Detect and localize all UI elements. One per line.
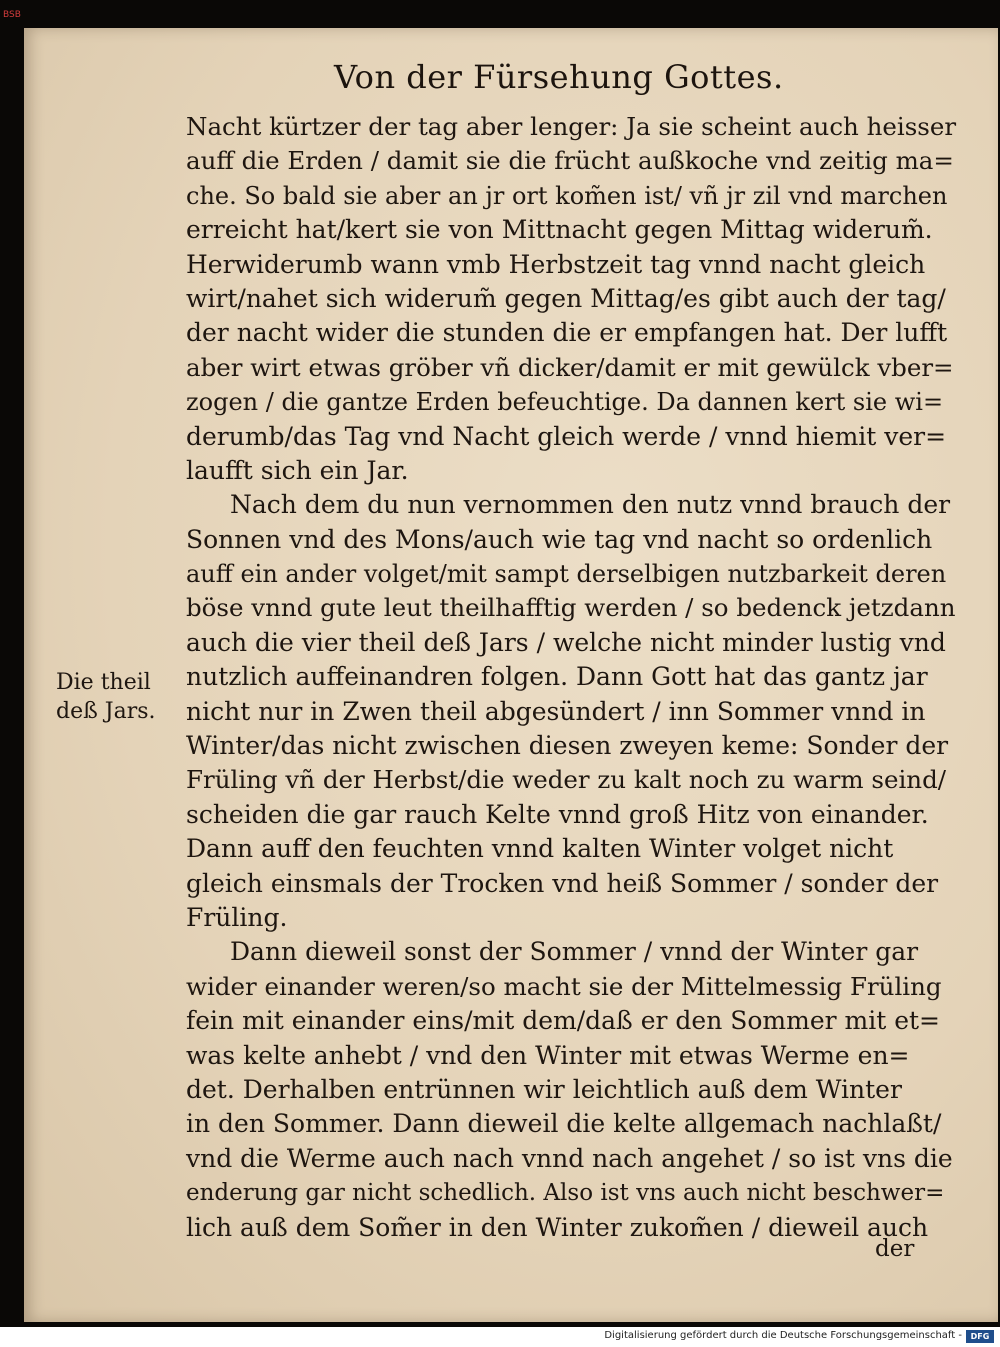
text-line: auch die vier theil deß Jars / welche nicht minder lustig vnd <box>186 627 946 657</box>
margin-note-line: Die theil <box>56 670 151 695</box>
text-line: Früling. <box>186 902 288 932</box>
text-line: aber wirt etwas gröber vñ dicker/damit er mit gewülck vber= <box>186 352 954 382</box>
text-line: nutzlich auffeinandren folgen. Dann Gott hat das gantz jar <box>186 662 928 692</box>
text-line: auff ein ander volget/mit sampt derselbigen nutzbarkeit deren <box>186 560 947 589</box>
text-line: Nach dem du nun vernommen den nutz vnnd brauch der <box>230 490 951 520</box>
text-line: laufft sich ein Jar. <box>186 455 409 485</box>
margin-note <box>56 668 156 726</box>
running-head: Von der Fürsehung Gottes. <box>334 58 784 96</box>
book-page <box>24 28 998 1322</box>
text-line: nicht nur in Zwen theil abgesündert / inn Sommer vnnd in <box>186 696 926 726</box>
text-line: wider einander weren/so macht sie der Mittelmessig Früling <box>186 971 942 1001</box>
text-line: Sonnen vnd des Mons/auch wie tag vnd nacht so ordenlich <box>186 524 933 554</box>
text-line: auff die Erden / damit sie die frücht außkoche vnd zeitig ma= <box>186 146 954 176</box>
text-line: Winter/das nicht zwischen diesen zweyen keme: Sonder der <box>186 731 949 761</box>
text-line: che. So bald sie aber an jr ort kom̃en ist/ vñ jr zil vnd marchen <box>186 181 948 210</box>
text-line: det. Derhalben entrünnen wir leichtlich auß dem Winter <box>186 1074 902 1104</box>
text-line: gleich einsmals der Trocken vnd heiß Sommer / sonder der <box>186 868 939 898</box>
text-line: der nacht wider die stunden die er empfangen hat. Der lufft <box>186 318 948 348</box>
text-line: fein mit einander eins/mit dem/daß er den Sommer mit et= <box>186 1006 941 1036</box>
text-line: scheiden die gar rauch Kelte vnnd groß Hitz von einander. <box>186 799 929 829</box>
text-line: vnd die Werme auch nach vnnd nach angehet / so ist vns die <box>186 1143 953 1173</box>
text-line: derumb/das Tag vnd Nacht gleich werde / vnnd hiemit ver= <box>186 421 947 451</box>
text-line: Dann dieweil sonst der Sommer / vnnd der Winter gar <box>230 937 919 967</box>
catchword: der <box>875 1236 915 1262</box>
text-line: was kelte anhebt / vnd den Winter mit etwas Werme en= <box>186 1040 910 1070</box>
text-line: lich auß dem Som̃er in den Winter zukom̃en / dieweil auch <box>186 1212 929 1242</box>
text-line: Früling vñ der Herbst/die weder zu kalt noch zu warm seind/ <box>186 765 947 795</box>
text-line: enderung gar nicht schedlich. Also ist vns auch nicht beschwer= <box>186 1180 945 1207</box>
text-line: wirt/nahet sich widerum̃ gegen Mittag/es gibt auch der tag/ <box>186 283 946 313</box>
footer-bar <box>0 1327 1000 1347</box>
funding-notice: Digitalisierung gefördert durch die Deutsche Forschungsgemeinschaft - <box>604 1330 962 1341</box>
main-text <box>186 110 956 1245</box>
text-line: böse vnnd gute leut theilhafftig werden / so bedenck jetzdann <box>186 593 956 623</box>
library-mark: BSB <box>3 10 21 20</box>
margin-note-line: deß Jars. <box>56 699 156 724</box>
text-line: Dann auff den feuchten vnnd kalten Winter volget nicht <box>186 834 894 864</box>
text-line: in den Sommer. Dann dieweil die kelte allgemach nachlaßt/ <box>186 1109 942 1139</box>
text-line: zogen / die gantze Erden befeuchtige. Da dannen kert sie wi= <box>186 388 944 417</box>
dfg-logo-icon: DFG <box>966 1330 994 1343</box>
text-line: Nacht kürtzer der tag aber lenger: Ja sie scheint auch heisser <box>186 112 957 141</box>
text-line: Herwiderumb wann vmb Herbstzeit tag vnnd nacht gleich <box>186 249 926 279</box>
text-line: erreicht hat/kert sie von Mittnacht gegen Mittag widerum̃. <box>186 215 933 245</box>
